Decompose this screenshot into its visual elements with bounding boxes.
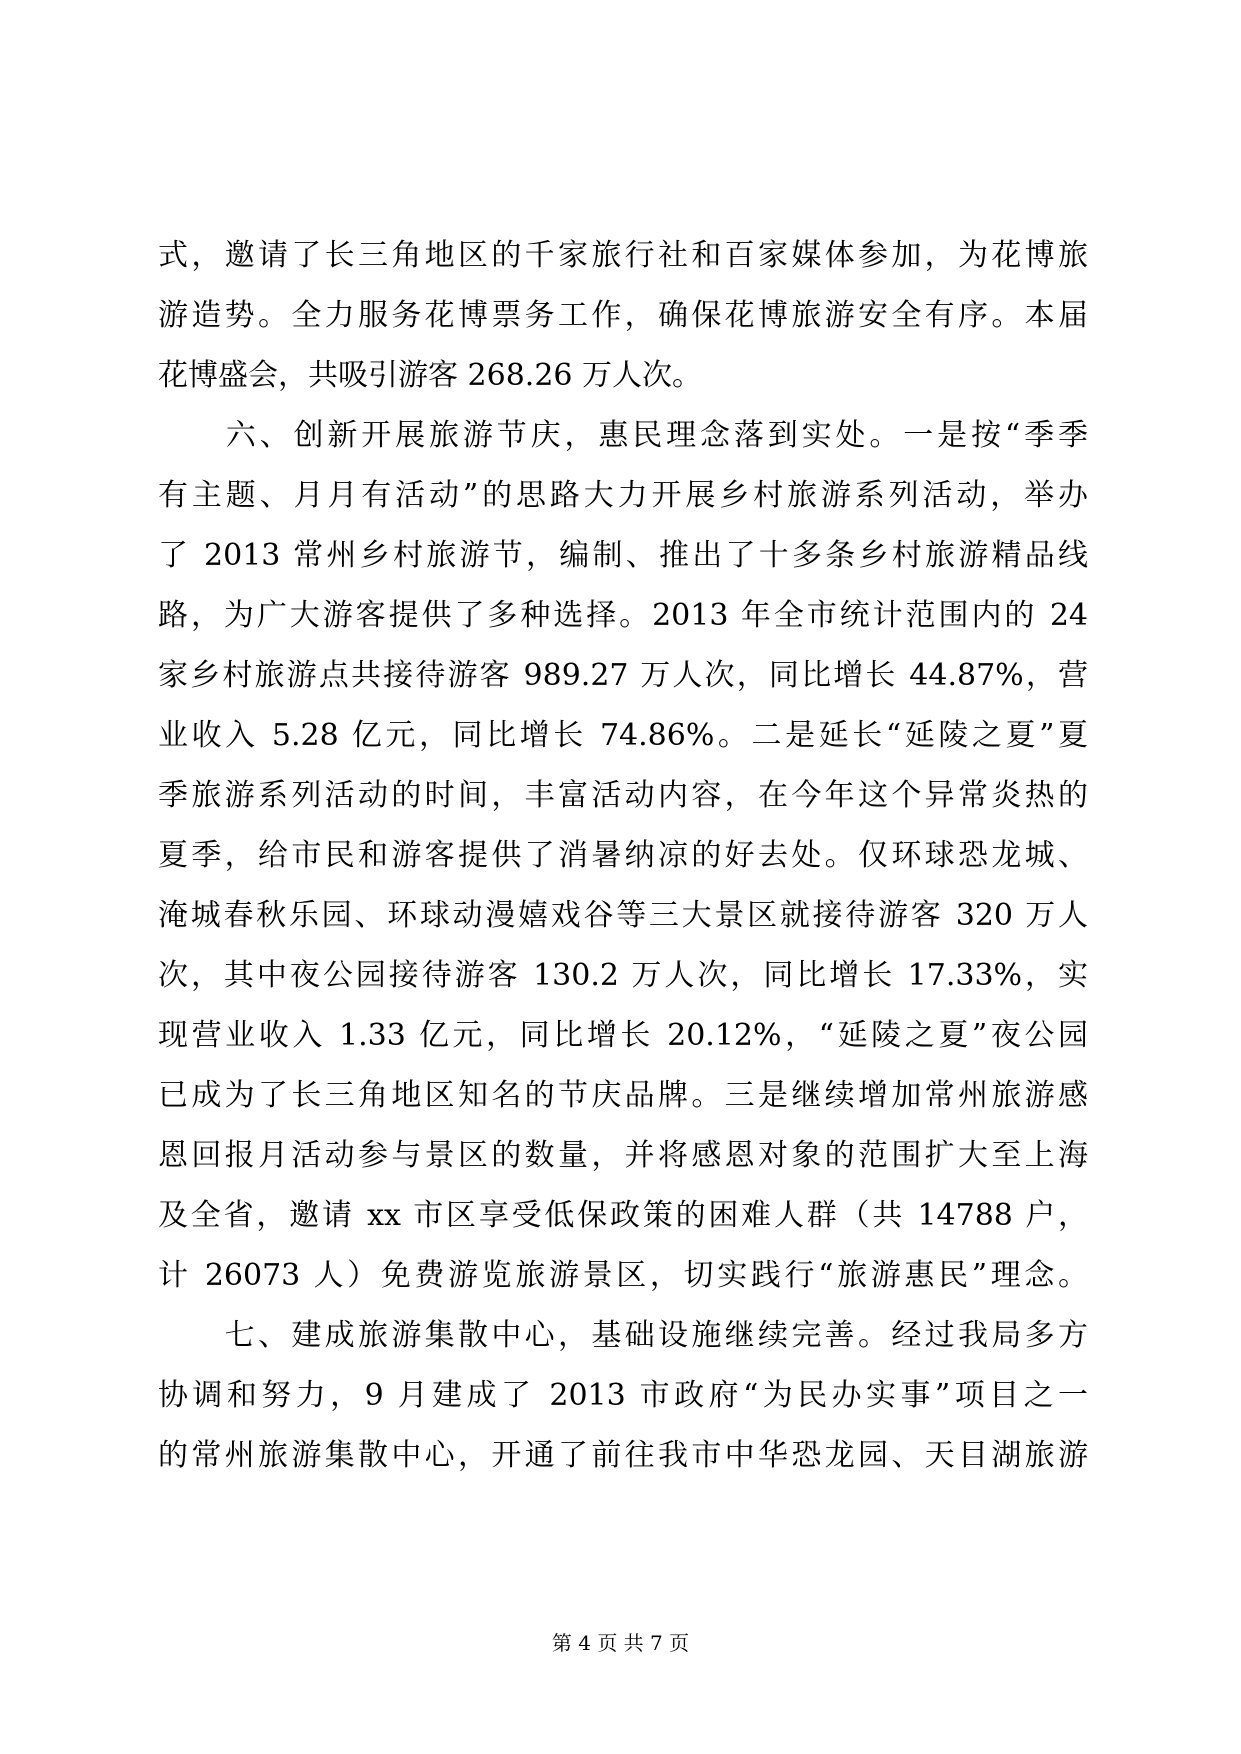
text-line: 恩回报月活动参与景区的数量，并将感恩对象的范围扩大至上海 <box>158 1138 1088 1173</box>
text-line: 计 26073 人）免费游览旅游景区，切实践行“旅游惠民”理念。 <box>158 1258 1088 1293</box>
text-line: 花博盛会，共吸引游客 268.26 万人次。 <box>158 358 703 393</box>
text-line: 式，邀请了长三角地区的千家旅行社和百家媒体参加，为花博旅 <box>158 238 1088 273</box>
text-line: 次，其中夜公园接待游客 130.2 万人次，同比增长 17.33%，实 <box>158 958 1088 993</box>
text-line: 季旅游系列活动的时间，丰富活动内容，在今年这个异常炎热的 <box>158 778 1088 813</box>
text-line: 协调和努力，9 月建成了 2013 市政府“为民办实事”项目之一 <box>158 1378 1088 1413</box>
page-footer: 第 4 页 共 7 页 <box>551 1631 690 1655</box>
text-line: 现营业收入 1.33 亿元，同比增长 20.12%，“延陵之夏”夜公园 <box>158 1018 1088 1053</box>
text-line: 及全省，邀请 xx 市区享受低保政策的困难人群（共 14788 户， <box>158 1198 1088 1233</box>
text-line: 淹城春秋乐园、环球动漫嬉戏谷等三大景区就接待游客 320 万人 <box>158 898 1088 933</box>
text-line: 七、建成旅游集散中心，基础设施继续完善。经过我局多方 <box>158 1318 1088 1353</box>
text-line: 夏季，给市民和游客提供了消暑纳凉的好去处。仅环球恐龙城、 <box>158 838 1088 873</box>
text-line: 游造势。全力服务花博票务工作，确保花博旅游安全有序。本届 <box>158 298 1088 333</box>
text-line: 的常州旅游集散中心，开通了前往我市中华恐龙园、天目湖旅游 <box>158 1438 1088 1473</box>
text-line: 有主题、月月有活动”的思路大力开展乡村旅游系列活动，举办 <box>158 478 1088 513</box>
text-line: 家乡村旅游点共接待游客 989.27 万人次，同比增长 44.87%，营 <box>158 658 1088 693</box>
text-line: 已成为了长三角地区知名的节庆品牌。三是继续增加常州旅游感 <box>158 1078 1088 1113</box>
text-line: 了 2013 常州乡村旅游节，编制、推出了十多条乡村旅游精品线 <box>158 538 1088 573</box>
text-line: 业收入 5.28 亿元，同比增长 74.86%。二是延长“延陵之夏”夏 <box>158 718 1088 753</box>
text-line: 六、创新开展旅游节庆，惠民理念落到实处。一是按“季季 <box>158 418 1088 453</box>
text-line: 路，为广大游客提供了多种选择。2013 年全市统计范围内的 24 <box>158 598 1088 633</box>
body-text <box>158 226 1088 1486</box>
